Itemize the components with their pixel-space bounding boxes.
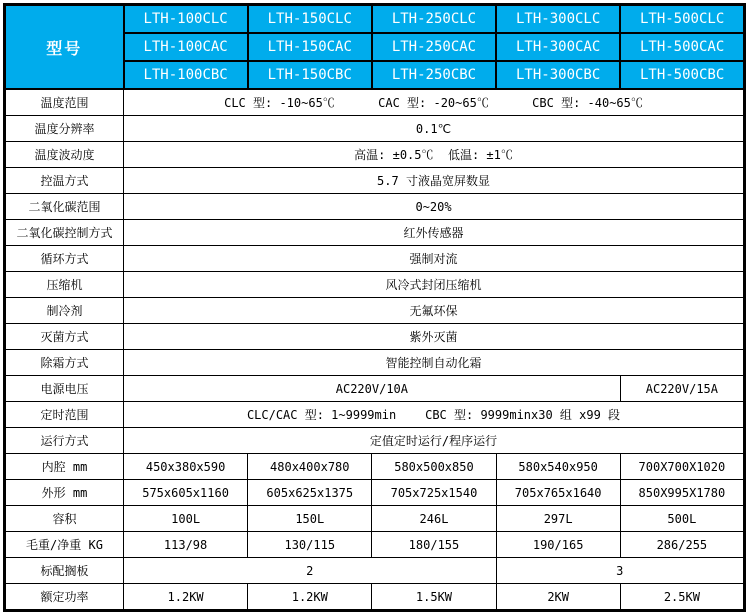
row-value: 3 [496, 558, 744, 584]
table-row [5, 558, 745, 584]
model-cell: LTH-500CBC [620, 61, 744, 89]
row-label: 二氧化碳范围 [5, 194, 124, 220]
model-cell: LTH-500CLC [620, 5, 744, 34]
row-value: 700X700X1020 [620, 454, 744, 480]
model-cell: LTH-300CAC [496, 33, 620, 61]
row-label: 温度范围 [5, 89, 124, 116]
row-label: 内腔 mm [5, 454, 124, 480]
row-value: 5.7 寸液晶宽屏数显 [124, 168, 745, 194]
row-label: 制冷剂 [5, 298, 124, 324]
row-label: 温度分辨率 [5, 116, 124, 142]
model-title-cell: 型号 [5, 5, 124, 90]
table-row [5, 376, 745, 402]
row-value: 130/115 [248, 532, 372, 558]
table-row [5, 350, 745, 376]
table-row [5, 142, 745, 168]
row-value: 无氟环保 [124, 298, 745, 324]
row-value: 605x625x1375 [248, 480, 372, 506]
table-row [5, 298, 745, 324]
row-label: 外形 mm [5, 480, 124, 506]
row-label: 电源电压 [5, 376, 124, 402]
row-value: CLC 型: -10~65℃ CAC 型: -20~65℃ CBC 型: -40~65℃ [124, 89, 745, 116]
model-cell: LTH-250CLC [372, 5, 496, 34]
model-cell: LTH-100CAC [124, 33, 248, 61]
row-value: 297L [496, 506, 620, 532]
row-value: 705x765x1640 [496, 480, 620, 506]
row-value: 580x500x850 [372, 454, 496, 480]
model-cell: LTH-300CLC [496, 5, 620, 34]
row-label: 额定功率 [5, 584, 124, 611]
row-label: 压缩机 [5, 272, 124, 298]
model-cell: LTH-150CLC [248, 5, 372, 34]
row-value: 480x400x780 [248, 454, 372, 480]
row-value: 580x540x950 [496, 454, 620, 480]
model-cell: LTH-250CAC [372, 33, 496, 61]
row-value: 红外传感器 [124, 220, 745, 246]
row-label: 标配搁板 [5, 558, 124, 584]
table-row [5, 89, 745, 116]
row-value: AC220V/10A [124, 376, 621, 402]
row-value: 1.5KW [372, 584, 496, 611]
row-value: 1.2KW [124, 584, 248, 611]
row-value: 450x380x590 [124, 454, 248, 480]
row-value: 紫外灭菌 [124, 324, 745, 350]
row-label: 毛重/净重 KG [5, 532, 124, 558]
row-value: 0.1℃ [124, 116, 745, 142]
table-row [5, 402, 745, 428]
table-row [5, 168, 745, 194]
row-value: 强制对流 [124, 246, 745, 272]
table-row [5, 506, 745, 532]
row-value: 150L [248, 506, 372, 532]
row-value: 定值定时运行/程序运行 [124, 428, 745, 454]
row-label: 容积 [5, 506, 124, 532]
row-label: 运行方式 [5, 428, 124, 454]
row-value: 850X995X1780 [620, 480, 744, 506]
row-label: 除霜方式 [5, 350, 124, 376]
row-label: 温度波动度 [5, 142, 124, 168]
model-cell: LTH-150CBC [248, 61, 372, 89]
row-label: 定时范围 [5, 402, 124, 428]
spec-table [3, 3, 746, 612]
table-row [5, 532, 745, 558]
row-value: 0~20% [124, 194, 745, 220]
model-cell: LTH-100CBC [124, 61, 248, 89]
model-cell: LTH-250CBC [372, 61, 496, 89]
row-value: 智能控制自动化霜 [124, 350, 745, 376]
row-value: 575x605x1160 [124, 480, 248, 506]
row-value: AC220V/15A [620, 376, 744, 402]
model-cell: LTH-150CAC [248, 33, 372, 61]
row-value: 2 [124, 558, 497, 584]
model-header [5, 5, 745, 90]
row-value: 246L [372, 506, 496, 532]
row-value: 高温: ±0.5℃ 低温: ±1℃ [124, 142, 745, 168]
row-value: 100L [124, 506, 248, 532]
table-row [5, 272, 745, 298]
table-row [5, 480, 745, 506]
row-label: 二氧化碳控制方式 [5, 220, 124, 246]
row-label: 灭菌方式 [5, 324, 124, 350]
row-value: 180/155 [372, 532, 496, 558]
row-value: 500L [620, 506, 744, 532]
row-value: 2.5KW [620, 584, 744, 611]
table-row [5, 324, 745, 350]
row-value: 2KW [496, 584, 620, 611]
model-cell: LTH-100CLC [124, 5, 248, 34]
row-value: CLC/CAC 型: 1~9999min CBC 型: 9999minx30 组 x99 段 [124, 402, 745, 428]
row-label: 控温方式 [5, 168, 124, 194]
table-row [5, 246, 745, 272]
row-value: 705x725x1540 [372, 480, 496, 506]
model-cell: LTH-300CBC [496, 61, 620, 89]
row-value: 190/165 [496, 532, 620, 558]
row-value: 1.2KW [248, 584, 372, 611]
table-row [5, 220, 745, 246]
row-value: 风冷式封闭压缩机 [124, 272, 745, 298]
table-row [5, 194, 745, 220]
model-cell: LTH-500CAC [620, 33, 744, 61]
table-row [5, 428, 745, 454]
row-label: 循环方式 [5, 246, 124, 272]
table-row [5, 116, 745, 142]
table-row [5, 454, 745, 480]
table-row [5, 584, 745, 611]
row-value: 113/98 [124, 532, 248, 558]
row-value: 286/255 [620, 532, 744, 558]
